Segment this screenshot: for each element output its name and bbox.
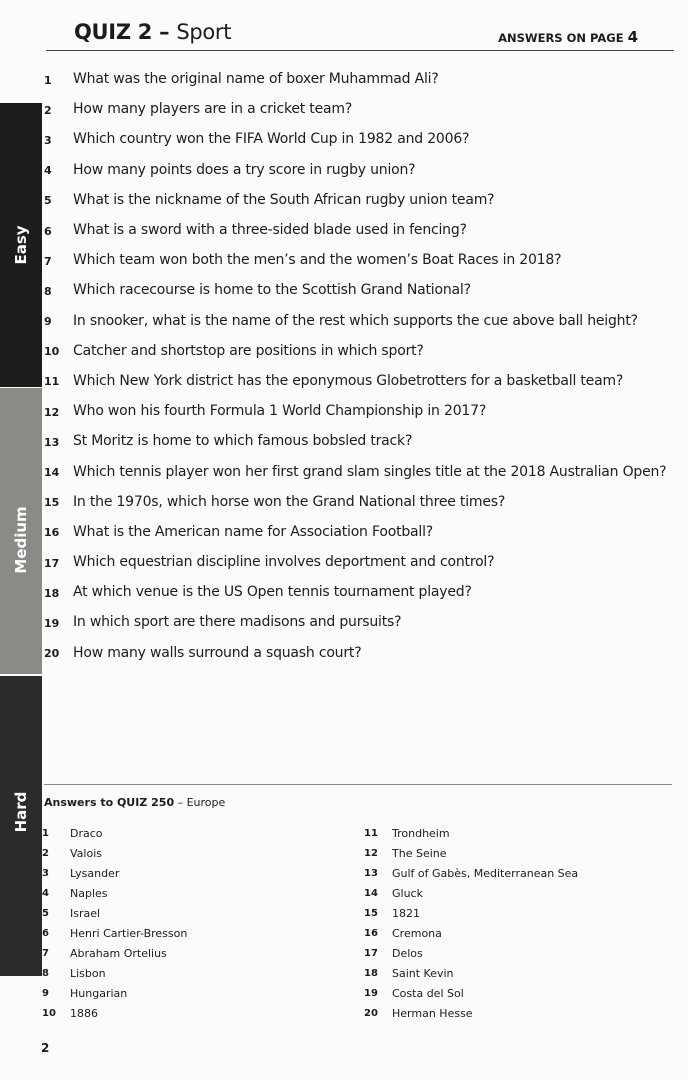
- question-item-text: What is the nickname of the South African rugby union team?: [73, 191, 495, 208]
- question-item-text: In which sport are there madisons and pursuits?: [73, 614, 402, 631]
- question-item-number: 15: [44, 496, 60, 510]
- answer-item-number: 16: [364, 928, 378, 940]
- answer-item-number: 13: [364, 867, 378, 879]
- difficulty-label-medium: Medium: [12, 506, 30, 574]
- question-item-text: Who won his fourth Formula 1 World Championship in 2017?: [73, 403, 487, 420]
- answer-item: [42, 903, 187, 923]
- answer-item-text: Abraham Ortelius: [70, 947, 167, 961]
- answer-item-text: The Seine: [392, 846, 447, 860]
- question-item: [44, 366, 674, 396]
- answer-item-number: 17: [364, 948, 378, 960]
- answers-column-right: [364, 823, 578, 1024]
- question-item-number: 6: [44, 224, 52, 238]
- question-item-number: 10: [44, 345, 60, 359]
- answer-item-number: 19: [364, 988, 378, 1000]
- question-item-number: 9: [44, 315, 52, 329]
- answer-item-number: 18: [364, 968, 378, 980]
- answer-item-text: Trondheim: [392, 826, 450, 840]
- answer-item: [364, 984, 578, 1004]
- answers-title-main: Answers to QUIZ 250: [44, 796, 175, 809]
- question-item-text: Which New York district has the eponymous Globetrotters for a basketball team?: [73, 372, 624, 389]
- answer-item: [364, 1004, 578, 1024]
- answer-item-text: 1886: [70, 1007, 98, 1021]
- answer-item: [42, 944, 187, 964]
- question-item-text: What was the original name of boxer Muhammad Ali?: [73, 71, 439, 88]
- question-item-number: 20: [44, 647, 60, 661]
- answer-item: [364, 903, 578, 923]
- answer-item: [42, 923, 187, 943]
- answer-item-number: 11: [364, 827, 378, 839]
- question-item-number: 16: [44, 526, 60, 540]
- answer-item: [42, 863, 187, 883]
- question-item-number: 2: [44, 103, 52, 117]
- question-item-number: 11: [44, 375, 60, 389]
- difficulty-tab-hard: [0, 676, 42, 976]
- question-item-number: 14: [44, 466, 60, 480]
- answer-item-number: 15: [364, 907, 378, 919]
- answer-item: [42, 883, 187, 903]
- question-item: [44, 426, 674, 456]
- answer-item-text: Lysander: [70, 866, 120, 880]
- answer-item-number: 12: [364, 847, 378, 859]
- question-item: [44, 336, 674, 366]
- answer-item-text: Draco: [70, 826, 103, 840]
- question-item-text: In the 1970s, which horse won the Grand National three times?: [73, 493, 506, 510]
- answer-item-text: Cremona: [392, 927, 442, 941]
- answer-item: [364, 863, 578, 883]
- question-item-number: 17: [44, 556, 60, 570]
- question-item-number: 3: [44, 133, 52, 147]
- answer-item-number: 6: [42, 928, 49, 940]
- question-item: [44, 638, 674, 668]
- question-item: [44, 124, 674, 154]
- question-item: [44, 64, 674, 94]
- answer-item-number: 2: [42, 847, 49, 859]
- question-item-text: Which tennis player won her first grand slam singles title at the 2018 Australian Open?: [73, 463, 667, 480]
- question-item-text: How many players are in a cricket team?: [73, 101, 353, 118]
- answers-title: [44, 796, 225, 809]
- answer-item-text: Hungarian: [70, 987, 128, 1001]
- question-item: [44, 215, 674, 245]
- question-item-number: 8: [44, 284, 52, 298]
- question-list: [44, 64, 674, 668]
- answers-ref-page: 4: [627, 28, 638, 46]
- question-item-number: 12: [44, 405, 60, 419]
- answer-item-number: 8: [42, 968, 49, 980]
- question-item: [44, 607, 674, 637]
- answer-item: [364, 883, 578, 903]
- answers-column-left: [42, 823, 187, 1024]
- question-item-text: Which team won both the men’s and the women’s Boat Races in 2018?: [73, 252, 562, 269]
- question-item: [44, 155, 674, 185]
- question-item-text: Catcher and shortstop are positions in which sport?: [73, 342, 424, 359]
- answer-item-text: Valois: [70, 846, 102, 860]
- answer-item: [42, 823, 187, 843]
- answer-item-number: 10: [42, 1008, 56, 1020]
- question-item: [44, 245, 674, 275]
- answer-item-text: Lisbon: [70, 967, 106, 981]
- answer-item-number: 5: [42, 907, 49, 919]
- answers-reference: [498, 28, 638, 46]
- question-item: [44, 547, 674, 577]
- question-item-text: Which equestrian discipline involves deportment and control?: [73, 554, 495, 571]
- answer-item-text: Israel: [70, 906, 101, 920]
- question-item: [44, 275, 674, 305]
- question-item: [44, 456, 674, 486]
- question-item-number: 19: [44, 616, 60, 630]
- question-item-text: What is the American name for Association Football?: [73, 523, 434, 540]
- page-header: [46, 18, 674, 51]
- question-item-number: 1: [44, 73, 52, 87]
- question-item-number: 5: [44, 194, 52, 208]
- question-item-text: How many points does a try score in rugby union?: [73, 161, 416, 178]
- answer-item-number: 4: [42, 887, 49, 899]
- title-dash: –: [152, 20, 177, 44]
- answer-item-text: Delos: [392, 947, 423, 961]
- quiz-topic: Sport: [176, 20, 232, 44]
- answer-item-number: 1: [42, 827, 49, 839]
- question-item-number: 7: [44, 254, 52, 268]
- difficulty-label-easy: Easy: [12, 225, 30, 265]
- answer-item-text: Herman Hesse: [392, 1007, 473, 1021]
- difficulty-tab-medium: [0, 388, 42, 674]
- answer-item-number: 7: [42, 948, 49, 960]
- question-item-number: 13: [44, 435, 60, 449]
- question-item: [44, 577, 674, 607]
- question-item-text: Which country won the FIFA World Cup in 1982 and 2006?: [73, 131, 470, 148]
- difficulty-label-hard: Hard: [12, 791, 30, 833]
- difficulty-tab-easy: [0, 103, 42, 387]
- quiz-title: [74, 20, 231, 44]
- answers-divider: [44, 784, 672, 785]
- answer-item: [364, 964, 578, 984]
- answer-item-text: Henri Cartier-Bresson: [70, 927, 188, 941]
- question-item-number: 18: [44, 586, 60, 600]
- question-item-text: What is a sword with a three-sided blade used in fencing?: [73, 222, 467, 239]
- answer-item-text: Gulf of Gabès, Mediterranean Sea: [392, 866, 579, 880]
- question-item-text: How many walls surround a squash court?: [73, 644, 362, 661]
- answer-item-number: 3: [42, 867, 49, 879]
- answer-item-text: Naples: [70, 886, 108, 900]
- answer-item-text: 1821: [392, 906, 420, 920]
- answer-item: [364, 843, 578, 863]
- question-item: [44, 396, 674, 426]
- answer-item-text: Costa del Sol: [392, 987, 464, 1001]
- answer-item-number: 14: [364, 887, 378, 899]
- answer-item-number: 9: [42, 988, 49, 1000]
- answer-item: [364, 823, 578, 843]
- question-item-text: At which venue is the US Open tennis tournament played?: [73, 584, 472, 601]
- answer-item: [364, 944, 578, 964]
- question-item: [44, 185, 674, 215]
- answer-item: [42, 1004, 187, 1024]
- answer-item: [42, 843, 187, 863]
- question-item-text: Which racecourse is home to the Scottish Grand National?: [73, 282, 471, 299]
- answer-item-text: Gluck: [392, 886, 423, 900]
- answer-item: [364, 923, 578, 943]
- answer-item-text: Saint Kevin: [392, 967, 454, 981]
- quiz-label: QUIZ 2: [74, 20, 153, 44]
- answers-title-topic: – Europe: [174, 796, 226, 809]
- answers-ref-prefix: ANSWERS ON PAGE: [498, 31, 628, 45]
- answer-item: [42, 984, 187, 1004]
- question-item-number: 4: [44, 164, 52, 178]
- question-item: [44, 487, 674, 517]
- answer-item-number: 20: [364, 1008, 378, 1020]
- question-item: [44, 517, 674, 547]
- question-item-text: In snooker, what is the name of the rest which supports the cue above ball height?: [73, 312, 638, 329]
- answer-item: [42, 964, 187, 984]
- question-item: [44, 306, 674, 336]
- question-item: [44, 94, 674, 124]
- page-number: 2: [41, 1041, 50, 1055]
- question-item-text: St Moritz is home to which famous bobsled track?: [73, 433, 413, 450]
